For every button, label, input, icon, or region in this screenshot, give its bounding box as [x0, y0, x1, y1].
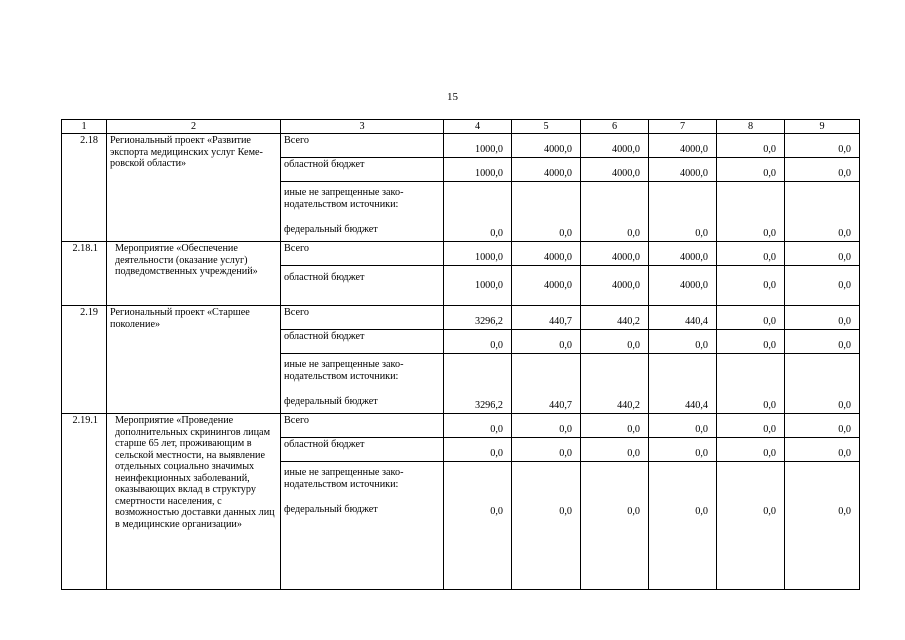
value-cell: 3296,2 [444, 306, 512, 330]
row-code: 2.19.1 [62, 414, 107, 590]
value-cell: 0,0 [785, 414, 860, 438]
value-cell: 0,0 [785, 438, 860, 462]
col-header: 2 [107, 120, 281, 134]
value-cell: 440,2 [581, 354, 649, 414]
value-cell: 0,0 [444, 330, 512, 354]
value-cell: 0,0 [717, 462, 785, 590]
value-cell: 0,0 [785, 134, 860, 158]
col-header: 8 [717, 120, 785, 134]
other-sources-label: иные не запрещенные зако-нодательством источники: [284, 467, 404, 490]
source-label: областной бюджет [281, 438, 444, 462]
value-cell: 0,0 [785, 462, 860, 590]
value-cell: 0,0 [785, 306, 860, 330]
value-cell: 0,0 [581, 438, 649, 462]
table-row [62, 134, 860, 158]
value-cell: 3296,2 [444, 354, 512, 414]
col-header: 1 [62, 120, 107, 134]
row-name: Мероприятие «Проведение дополнительных скринингов лицам старше 65 лет, проживающим в сельской местности, на выявление отдельных социально значимых неинфекционных заболеваний, оказывающих вклад в структуру смертности населения, с возможностью доставки данных лиц в медицинские организации» [107, 414, 281, 590]
value-cell: 4000,0 [581, 158, 649, 182]
federal-label: федеральный бюджет [284, 396, 378, 407]
value-cell: 0,0 [649, 462, 717, 590]
source-label: областной бюджет [281, 266, 444, 306]
other-sources-label: иные не запрещенные зако-нодательством источники: [284, 359, 404, 382]
col-header: 3 [281, 120, 444, 134]
value-cell: 0,0 [581, 414, 649, 438]
value-cell: 0,0 [512, 330, 581, 354]
value-cell: 440,2 [581, 306, 649, 330]
value-cell: 1000,0 [444, 134, 512, 158]
col-header: 7 [649, 120, 717, 134]
value-cell: 4000,0 [512, 242, 581, 266]
value-cell: 0,0 [444, 414, 512, 438]
col-header: 5 [512, 120, 581, 134]
source-label [281, 462, 444, 590]
value-cell: 4000,0 [649, 266, 717, 306]
value-cell: 4000,0 [581, 242, 649, 266]
other-sources-label: иные не запрещенные зако-нодательством источники: [284, 187, 404, 210]
row-code: 2.19 [62, 306, 107, 414]
value-cell: 1000,0 [444, 242, 512, 266]
value-cell: 0,0 [717, 158, 785, 182]
value-cell: 0,0 [717, 306, 785, 330]
value-cell: 0,0 [717, 414, 785, 438]
source-label: Всего [281, 134, 444, 158]
source-label: Всего [281, 306, 444, 330]
value-cell: 440,4 [649, 354, 717, 414]
page-number: 15 [447, 91, 458, 103]
value-cell: 4000,0 [512, 134, 581, 158]
row-name: Региональный проект «Старшее поколение» [107, 306, 281, 414]
value-cell: 4000,0 [581, 266, 649, 306]
value-cell: 4000,0 [512, 158, 581, 182]
value-cell: 0,0 [444, 438, 512, 462]
row-name: Региональный проект «Развитие экспорта медицинских услуг Кеме-ровской области» [107, 134, 281, 242]
value-cell: 1000,0 [444, 158, 512, 182]
value-cell: 4000,0 [649, 242, 717, 266]
value-cell: 0,0 [649, 438, 717, 462]
source-label [281, 354, 444, 414]
value-cell: 0,0 [717, 242, 785, 266]
value-cell: 0,0 [717, 266, 785, 306]
header-row [62, 120, 860, 134]
value-cell: 0,0 [785, 354, 860, 414]
value-cell: 0,0 [717, 134, 785, 158]
value-cell: 0,0 [717, 438, 785, 462]
table-row [62, 414, 860, 438]
value-cell: 440,4 [649, 306, 717, 330]
value-cell: 0,0 [512, 182, 581, 242]
value-cell: 0,0 [649, 182, 717, 242]
value-cell: 0,0 [649, 330, 717, 354]
value-cell: 0,0 [581, 330, 649, 354]
source-label: Всего [281, 414, 444, 438]
federal-label: федеральный бюджет [284, 224, 378, 235]
row-name: Мероприятие «Обеспечение деятельности (оказание услуг) подведомственных учреждений» [107, 242, 281, 306]
value-cell: 440,7 [512, 306, 581, 330]
value-cell: 0,0 [785, 158, 860, 182]
source-label [281, 182, 444, 242]
value-cell: 0,0 [785, 242, 860, 266]
value-cell: 0,0 [581, 462, 649, 590]
col-header: 4 [444, 120, 512, 134]
value-cell: 4000,0 [649, 134, 717, 158]
value-cell: 0,0 [785, 266, 860, 306]
table-row [62, 242, 860, 266]
row-code: 2.18 [62, 134, 107, 242]
value-cell: 4000,0 [581, 134, 649, 158]
value-cell: 0,0 [717, 354, 785, 414]
value-cell: 1000,0 [444, 266, 512, 306]
value-cell: 0,0 [785, 330, 860, 354]
value-cell: 4000,0 [649, 158, 717, 182]
value-cell: 0,0 [717, 182, 785, 242]
col-header: 6 [581, 120, 649, 134]
value-cell: 0,0 [512, 438, 581, 462]
value-cell: 4000,0 [512, 266, 581, 306]
value-cell: 0,0 [581, 182, 649, 242]
value-cell: 0,0 [649, 414, 717, 438]
value-cell: 440,7 [512, 354, 581, 414]
source-label: областной бюджет [281, 158, 444, 182]
value-cell: 0,0 [444, 462, 512, 590]
source-label: Всего [281, 242, 444, 266]
budget-table [61, 119, 860, 590]
federal-label: федеральный бюджет [284, 504, 378, 515]
value-cell: 0,0 [444, 182, 512, 242]
col-header: 9 [785, 120, 860, 134]
source-label: областной бюджет [281, 330, 444, 354]
table-row [62, 306, 860, 330]
value-cell: 0,0 [512, 414, 581, 438]
value-cell: 0,0 [717, 330, 785, 354]
value-cell: 0,0 [785, 182, 860, 242]
row-code: 2.18.1 [62, 242, 107, 306]
value-cell: 0,0 [512, 462, 581, 590]
